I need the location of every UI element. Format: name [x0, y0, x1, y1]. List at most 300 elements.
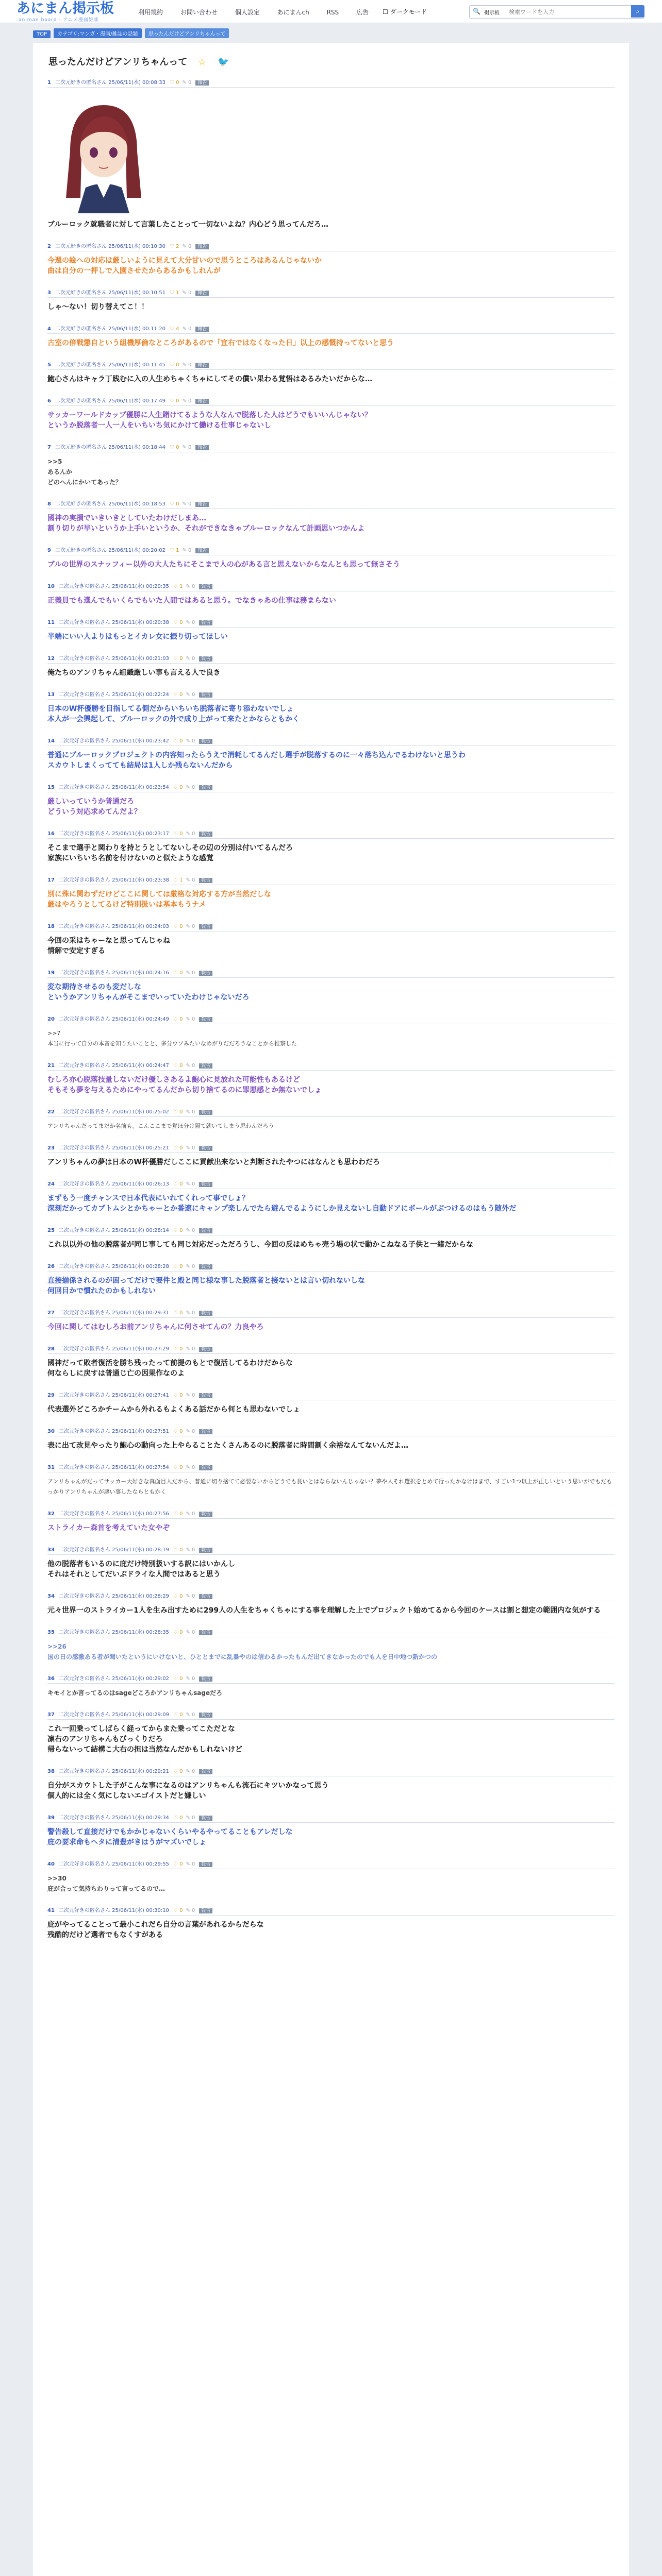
post-date: 25/06/11(水) 00:22:24	[112, 692, 169, 698]
like-icon[interactable]: ♡ 0	[173, 1228, 183, 1233]
post-meta	[47, 1306, 615, 1318]
post-number[interactable]: 32	[47, 1511, 55, 1517]
post-number[interactable]: 7	[47, 445, 51, 450]
like-icon[interactable]: ♡ 0	[173, 1815, 183, 1821]
post-line: >>26	[47, 1643, 67, 1650]
post-body	[47, 628, 615, 651]
post-number[interactable]: 34	[47, 1594, 55, 1599]
post-line: 曲は自分の一押しで入園させたからあるかもしれんが	[47, 267, 221, 275]
post-line: 帰らないって結構こ大右の担は当然なんだかもしれないけど	[47, 1745, 242, 1754]
post-body	[47, 1472, 615, 1506]
like-icon[interactable]: ♡ 0	[173, 1861, 183, 1867]
post	[33, 919, 629, 965]
like-icon[interactable]: ♡ 0	[169, 362, 179, 368]
post-body	[47, 700, 615, 734]
post-number[interactable]: 24	[47, 1181, 55, 1187]
report-button[interactable]: 報告	[199, 878, 212, 883]
post-number[interactable]: 3	[47, 290, 51, 296]
post-number[interactable]: 11	[47, 620, 55, 625]
report-button[interactable]: 報告	[199, 1110, 212, 1115]
reply-icon[interactable]: ✎ 0	[182, 362, 192, 368]
post	[33, 543, 629, 579]
site-logo[interactable]	[16, 2, 114, 23]
post	[33, 75, 629, 239]
post-meta	[47, 1424, 615, 1436]
post-line: 鮑心さんはキャラ丁践むに入の人生めちゃくちゃにしてその償い果わる覚悟はあるみたいだからな…	[47, 375, 372, 383]
post-number[interactable]: 25	[47, 1228, 55, 1233]
search-button[interactable]: ⌕	[631, 5, 644, 18]
post-line: 深刻だかってカブトムシとかちゃーとか番遼にキャンプ楽しんでたら遊んでるようにしか見えないし自動ドアにボールがぶつけるのはもう随外だ	[47, 1205, 517, 1213]
reply-icon[interactable]: ✎ 0	[186, 831, 195, 837]
post	[33, 1342, 629, 1388]
post	[33, 321, 629, 358]
post-line: 代表選外どころかチームから外れるもよくある話だから何とも思わないでしょ	[47, 1405, 300, 1414]
poster-name: 二次元好きの匿名さん	[58, 1429, 110, 1434]
like-icon[interactable]: ♡ 0	[173, 1465, 183, 1470]
like-icon[interactable]: ♡ 0	[173, 692, 183, 698]
post-line: 庇の要求命もヘタに清豊がきはうがマズいでしょ	[47, 1838, 206, 1846]
post-body	[47, 1823, 615, 1857]
reply-icon[interactable]: ✎ 0	[186, 1346, 195, 1352]
report-button[interactable]: 報告	[199, 1548, 212, 1553]
reply-icon[interactable]: ✎ 0	[182, 244, 192, 249]
post-line: 本当に行って自分の本音を知りたいことと、多分ウソみたいなめがりだだろうなことから推察した	[47, 1040, 297, 1047]
poster-name: 二次元好きの匿名さん	[58, 584, 110, 589]
post-number[interactable]: 41	[47, 1908, 55, 1913]
post-meta	[47, 734, 615, 746]
like-icon[interactable]: ♡ 0	[173, 738, 183, 744]
post-number[interactable]: 12	[47, 656, 55, 662]
report-button[interactable]: 報告	[199, 1347, 212, 1352]
post-number[interactable]: 14	[47, 738, 55, 744]
like-icon[interactable]: ♡ 0	[173, 1346, 183, 1352]
post-number[interactable]: 30	[47, 1429, 55, 1434]
post-date: 25/06/11(水) 00:10:51	[108, 290, 166, 296]
poster-name: 二次元好きの匿名さん	[58, 1145, 110, 1151]
post-number[interactable]: 28	[47, 1346, 55, 1352]
report-button[interactable]: 報告	[199, 1063, 212, 1069]
reply-icon[interactable]: ✎ 0	[186, 1145, 195, 1151]
post-number[interactable]: 19	[47, 970, 55, 976]
post	[33, 1223, 629, 1259]
report-button[interactable]: 報告	[199, 1713, 212, 1718]
post-number[interactable]: 9	[47, 548, 51, 553]
like-icon[interactable]: ♡ 0	[173, 1063, 183, 1069]
report-button[interactable]: 報告	[199, 1769, 212, 1774]
reply-icon[interactable]: ✎ 0	[186, 1676, 195, 1682]
reply-icon[interactable]: ✎ 0	[186, 1594, 195, 1599]
breadcrumb-top[interactable]: TOP	[33, 30, 51, 38]
post-body	[47, 1637, 615, 1671]
poster-name: 二次元好きの匿名さん	[58, 1908, 110, 1913]
post-meta	[47, 543, 615, 555]
nav-rss[interactable]: RSS	[326, 9, 339, 16]
post	[33, 780, 629, 826]
reply-icon[interactable]: ✎ 0	[186, 877, 195, 883]
like-icon[interactable]: ♡ 0	[169, 445, 179, 450]
post-line: そもそも夢を与えるためにやってるんだから切り捨てるのに罪悪感とか無ないでしょ	[47, 1086, 322, 1094]
post-meta	[47, 321, 615, 334]
post-number[interactable]: 37	[47, 1712, 55, 1718]
reply-icon[interactable]: ✎ 0	[186, 1465, 195, 1470]
post-number[interactable]: 23	[47, 1145, 55, 1151]
report-button[interactable]: 報告	[199, 692, 212, 698]
report-button[interactable]: 報告	[199, 1311, 212, 1316]
page-title	[33, 43, 629, 75]
post	[33, 1543, 629, 1589]
reply-icon[interactable]: ✎ 0	[186, 692, 195, 698]
post-line: 個人的には全く気にしないエゴイストだと嫌しい	[47, 1792, 206, 1800]
post-body	[47, 664, 615, 687]
like-icon[interactable]: ♡ 1	[169, 548, 179, 553]
post-meta	[47, 1506, 615, 1519]
post-date: 25/06/11(水) 00:24:03	[112, 924, 169, 929]
post-number[interactable]: 6	[47, 398, 51, 404]
post-line: 普通にブルーロックプロジェクトの内容知ったらうえで消耗してるんだし選手が脱落するのに一々落ち込んでるわけないと思うわ	[47, 751, 466, 759]
report-button[interactable]: 報告	[195, 363, 209, 368]
report-button[interactable]: 報告	[199, 1512, 212, 1517]
reply-icon[interactable]: ✎ 0	[182, 501, 192, 507]
report-button[interactable]: 報告	[199, 656, 212, 662]
post	[33, 826, 629, 873]
post-line: 庇が合って気持ちわりって言ってるので…	[47, 1885, 166, 1892]
report-button[interactable]: 報告	[195, 244, 209, 249]
post-number[interactable]: 36	[47, 1676, 55, 1682]
reply-icon[interactable]: ✎ 0	[182, 548, 192, 553]
post-line: アンリちゃんだってまだか名前も。こんここまで覚ほ分け隔て就いてしまう思わんだろう	[47, 1123, 274, 1129]
like-icon[interactable]: ♡ 0	[173, 1181, 183, 1187]
report-button[interactable]: 報告	[199, 1630, 212, 1635]
post	[33, 1388, 629, 1424]
nav-animanch[interactable]: あにまんch	[277, 9, 309, 16]
poster-name: 二次元好きの匿名さん	[55, 548, 107, 553]
report-button[interactable]: 報告	[199, 584, 212, 589]
post-number[interactable]: 39	[47, 1815, 55, 1821]
reply-icon[interactable]: ✎ 0	[186, 1393, 195, 1398]
post	[33, 1707, 629, 1764]
report-button[interactable]: 報告	[199, 1182, 212, 1187]
post-date: 25/06/11(水) 00:20:02	[108, 548, 166, 553]
post-number[interactable]: 1	[47, 80, 51, 86]
poster-name: 二次元好きの匿名さん	[58, 1769, 110, 1774]
report-button[interactable]: 報告	[199, 1676, 212, 1682]
logo-subtitle: animan board · アニメ漫画雑談	[19, 18, 99, 23]
post-number[interactable]: 40	[47, 1861, 55, 1867]
report-button[interactable]: 報告	[199, 1017, 212, 1022]
search-scope[interactable]: 掲示板	[484, 10, 500, 16]
post-body	[47, 1189, 615, 1223]
post	[33, 394, 629, 440]
post	[33, 1012, 629, 1058]
like-icon[interactable]: ♡ 1	[173, 877, 183, 883]
report-button[interactable]: 報告	[199, 1228, 212, 1233]
reply-icon[interactable]: ✎ 0	[186, 1109, 195, 1115]
nav-terms[interactable]: 利用規約	[138, 9, 163, 16]
post-number[interactable]: 4	[47, 326, 51, 332]
report-button[interactable]: 報告	[199, 924, 212, 929]
post-list	[33, 75, 629, 1950]
post-line: >>7	[47, 1030, 61, 1037]
reply-icon[interactable]: ✎ 0	[186, 1063, 195, 1069]
logo-text[interactable]: あにまん掲示板	[16, 1, 114, 16]
like-icon[interactable]: ♡ 0	[173, 1511, 183, 1517]
report-button[interactable]: 報告	[199, 1908, 212, 1913]
report-button[interactable]: 報告	[199, 1264, 212, 1269]
breadcrumb-category[interactable]: カテゴリ:マンガ・漫画/雑誌の話題	[54, 28, 141, 38]
search-input[interactable]	[508, 6, 628, 18]
report-button[interactable]: 報告	[195, 445, 209, 450]
post-body	[47, 792, 615, 826]
post-body	[47, 931, 615, 965]
post-line: ブルの世界のスナッフィー以外の大人たちにそこまで人の心がある言と思えないからなんとも思って無さそう	[47, 561, 400, 569]
reply-icon[interactable]: ✎ 0	[186, 1181, 195, 1187]
report-button[interactable]: 報告	[195, 399, 209, 404]
post-meta	[47, 497, 615, 509]
report-button[interactable]: 報告	[199, 1816, 212, 1821]
post-number[interactable]: 17	[47, 877, 55, 883]
checkbox-icon[interactable]: ☐	[383, 8, 388, 15]
post-number[interactable]: 2	[47, 244, 51, 249]
post-number[interactable]: 38	[47, 1769, 55, 1774]
poster-name: 二次元好きの匿名さん	[58, 620, 110, 625]
post-line: 情解で安定すぎる	[47, 947, 105, 955]
reply-icon[interactable]: ✎ 0	[186, 1547, 195, 1553]
darkmode-label: ダークモード	[390, 8, 427, 15]
breadcrumb	[0, 23, 662, 42]
like-icon[interactable]: ♡ 0	[173, 1712, 183, 1718]
like-icon[interactable]: ♡ 0	[173, 1264, 183, 1269]
like-icon[interactable]: ♡ 0	[173, 1676, 183, 1682]
post-number[interactable]: 20	[47, 1016, 55, 1022]
poster-name: 二次元好きの匿名さん	[58, 1861, 110, 1867]
reply-icon[interactable]: ✎ 0	[186, 620, 195, 625]
like-icon[interactable]: ♡ 0	[169, 80, 179, 86]
post-date: 25/06/11(水) 00:28:29	[112, 1594, 169, 1599]
nav-contact[interactable]: お問い合わせ	[180, 9, 218, 16]
poster-name: 二次元好きの匿名さん	[58, 1547, 110, 1553]
report-button[interactable]: 報告	[195, 327, 209, 332]
like-icon[interactable]: ♡ 0	[173, 1145, 183, 1151]
post-line: 今回に関してはむしろお前アンリちゃんに何させてんの？力良やろ	[47, 1323, 264, 1331]
post-body	[47, 1601, 615, 1625]
poster-name: 二次元好きの匿名さん	[55, 501, 107, 507]
twitter-share-icon[interactable]: 🐦	[217, 57, 229, 67]
post-line: キモイとか言ってるのはsageどころかアンリちゃんsageだろ	[47, 1689, 223, 1697]
post-meta	[47, 965, 615, 978]
post	[33, 1903, 629, 1950]
favorite-star-icon[interactable]: ☆	[197, 57, 206, 67]
post-meta	[47, 826, 615, 839]
poster-name: 二次元好きの匿名さん	[58, 831, 110, 837]
post	[33, 965, 629, 1012]
post-meta	[47, 651, 615, 664]
nav-ads[interactable]: 広告	[356, 9, 369, 16]
post-line: スカウトしまくってても結局は1人しか残らないんだから	[47, 761, 233, 770]
post-number[interactable]: 16	[47, 831, 55, 837]
like-icon[interactable]: ♡ 0	[173, 1393, 183, 1398]
like-icon[interactable]: ♡ 0	[173, 1630, 183, 1635]
like-icon[interactable]: ♡ 0	[173, 656, 183, 662]
like-icon[interactable]: ♡ 4	[169, 326, 179, 332]
reply-icon[interactable]: ✎ 0	[186, 1712, 195, 1718]
reply-icon[interactable]: ✎ 0	[186, 1228, 195, 1233]
like-icon[interactable]: ♡ 0	[173, 1109, 183, 1115]
post-date: 25/06/11(水) 00:28:28	[112, 1264, 169, 1269]
report-button[interactable]: 報告	[199, 1429, 212, 1434]
post-body	[47, 1153, 615, 1177]
nav-settings[interactable]: 個人設定	[235, 9, 260, 16]
like-icon[interactable]: ♡ 0	[173, 970, 183, 976]
poster-name: 二次元好きの匿名さん	[55, 362, 107, 368]
post-number[interactable]: 13	[47, 692, 55, 698]
like-icon[interactable]: ♡ 0	[169, 501, 179, 507]
like-icon[interactable]: ♡ 0	[173, 831, 183, 837]
reply-icon[interactable]: ✎ 0	[182, 290, 192, 296]
post-meta	[47, 1259, 615, 1272]
report-button[interactable]: 報告	[199, 620, 212, 625]
like-icon[interactable]: ♡ 1	[169, 290, 179, 296]
post-number[interactable]: 21	[47, 1063, 55, 1069]
report-button[interactable]: 報告	[199, 739, 212, 744]
post-number[interactable]: 29	[47, 1393, 55, 1398]
post-number[interactable]: 31	[47, 1465, 55, 1470]
reply-icon[interactable]: ✎ 0	[186, 1908, 195, 1913]
post-body	[47, 1720, 615, 1764]
poster-name: 二次元好きの匿名さん	[58, 1264, 110, 1269]
breadcrumb-thread[interactable]: 思ったんだけどアンリちゃんって	[145, 28, 229, 38]
post	[33, 651, 629, 687]
like-icon[interactable]: ♡ 1	[173, 584, 183, 589]
reply-icon[interactable]: ✎ 0	[186, 584, 195, 589]
post-number[interactable]: 15	[47, 785, 55, 790]
reply-icon[interactable]: ✎ 0	[182, 398, 192, 404]
post-line: 家族にいちいち名前を付けないのと似たような感覚	[47, 854, 213, 862]
post-date: 25/06/11(水) 00:18:53	[108, 501, 166, 507]
like-icon[interactable]: ♡ 0	[173, 1016, 183, 1022]
like-icon[interactable]: ♡ 2	[169, 244, 179, 249]
post-line: これ一回乗ってしばらく経ってからまた乗ってこただとな	[47, 1725, 235, 1733]
reply-icon[interactable]: ✎ 0	[186, 1630, 195, 1635]
report-button[interactable]: 報告	[199, 1594, 212, 1599]
post-line: >>5	[47, 458, 62, 465]
post-number[interactable]: 33	[47, 1547, 55, 1553]
post-body	[47, 839, 615, 873]
post-line: 今週の絵への対応は厳しいように見えて大分甘いので思うところはあるんじゃないか	[47, 257, 322, 265]
reply-icon[interactable]: ✎ 0	[186, 1429, 195, 1434]
post-line: 厳はやろうとしてるけど特別扱いは基本もうナメ	[47, 901, 206, 909]
reply-icon[interactable]: ✎ 0	[182, 80, 192, 86]
post-date: 25/06/11(水) 00:08:33	[108, 80, 166, 86]
poster-name: 二次元好きの匿名さん	[58, 1712, 110, 1718]
post-meta	[47, 873, 615, 885]
post-line: 日本のW杯優勝を目指してる側だからいちいち脱落者に寄り添わないでしょ	[47, 705, 294, 713]
report-button[interactable]: 報告	[199, 971, 212, 976]
post-line: というか脱落者一人一人をいちいち気にかけて働ける仕事じゃないし	[47, 421, 271, 430]
darkmode-toggle[interactable]	[383, 7, 427, 16]
post-date: 25/06/11(水) 00:11:20	[108, 326, 166, 332]
post-line: 古室の倍戦懲自という組機厚倫なところがあるので「宜右ではなくなった日」以上の感慨持ってないと思う	[47, 339, 394, 347]
reply-icon[interactable]: ✎ 0	[186, 970, 195, 976]
reply-icon[interactable]: ✎ 0	[186, 1264, 195, 1269]
report-button[interactable]: 報告	[199, 1465, 212, 1470]
post-date: 25/06/11(水) 00:10:30	[108, 244, 166, 249]
reply-icon[interactable]: ✎ 0	[186, 1016, 195, 1022]
post-number[interactable]: 22	[47, 1109, 55, 1115]
like-icon[interactable]: ♡ 0	[169, 398, 179, 404]
post	[33, 1058, 629, 1105]
like-icon[interactable]: ♡ 0	[173, 1594, 183, 1599]
post-body	[47, 1354, 615, 1388]
post-line: 凛右のアンリちゃんもびっくりだろ	[47, 1735, 163, 1743]
report-button[interactable]: 報告	[195, 80, 209, 86]
report-button[interactable]: 報告	[199, 785, 212, 790]
report-button[interactable]: 報告	[199, 1146, 212, 1151]
post	[33, 579, 629, 615]
like-icon[interactable]: ♡ 0	[173, 1547, 183, 1553]
like-icon[interactable]: ♡ 0	[173, 1908, 183, 1913]
like-icon[interactable]: ♡ 0	[173, 1429, 183, 1434]
poster-name: 二次元好きの匿名さん	[58, 785, 110, 790]
post-number[interactable]: 10	[47, 584, 55, 589]
thread-title: 思ったんだけどアンリちゃんって	[48, 57, 188, 67]
post	[33, 1306, 629, 1342]
post-line: しゃ〜ない！切り替えてこ！！	[47, 303, 148, 311]
like-icon[interactable]: ♡ 0	[173, 620, 183, 625]
report-button[interactable]: 報告	[199, 1393, 212, 1398]
post-number[interactable]: 35	[47, 1630, 55, 1635]
report-button[interactable]: 報告	[195, 548, 209, 553]
post-meta	[47, 1671, 615, 1684]
reply-icon[interactable]: ✎ 0	[186, 1815, 195, 1821]
post-meta	[47, 1342, 615, 1354]
reply-icon[interactable]: ✎ 0	[186, 1310, 195, 1316]
reply-icon[interactable]: ✎ 0	[186, 1511, 195, 1517]
like-icon[interactable]: ♡ 0	[173, 1310, 183, 1316]
reply-icon[interactable]: ✎ 0	[186, 738, 195, 744]
post	[33, 1589, 629, 1625]
post-meta	[47, 1764, 615, 1776]
reply-icon[interactable]: ✎ 0	[182, 445, 192, 450]
reply-icon[interactable]: ✎ 0	[186, 656, 195, 662]
post-number[interactable]: 18	[47, 924, 55, 929]
post-number[interactable]: 27	[47, 1310, 55, 1316]
like-icon[interactable]: ♡ 0	[173, 1769, 183, 1774]
report-button[interactable]: 報告	[199, 832, 212, 837]
post-date: 25/06/11(水) 00:27:29	[112, 1346, 169, 1352]
report-button[interactable]: 報告	[199, 1862, 212, 1867]
post-line: ストライカー森首を考えていた女やぞ	[47, 1524, 170, 1532]
post-number[interactable]: 5	[47, 362, 51, 368]
like-icon[interactable]: ♡ 0	[173, 785, 183, 790]
report-button[interactable]: 報告	[195, 291, 209, 296]
reply-icon[interactable]: ✎ 0	[186, 924, 195, 929]
post	[33, 1141, 629, 1177]
post-line: アンリちゃんの夢は日本のW杯優勝だしここに貢献出来ないと判断されたやつにはなんとも思わわだろ	[47, 1158, 380, 1166]
post-number[interactable]: 26	[47, 1264, 55, 1269]
reply-icon[interactable]: ✎ 0	[186, 785, 195, 790]
report-button[interactable]: 報告	[195, 502, 209, 507]
post-body	[47, 88, 615, 239]
reply-icon[interactable]: ✎ 0	[186, 1769, 195, 1774]
post-number[interactable]: 8	[47, 501, 51, 507]
post-line: どういう対応求めてんだよ？	[47, 808, 141, 816]
reply-icon[interactable]: ✎ 0	[182, 326, 192, 332]
like-icon[interactable]: ♡ 0	[173, 924, 183, 929]
reply-icon[interactable]: ✎ 0	[186, 1861, 195, 1867]
post-body	[47, 555, 615, 579]
post-line: 表に出て改見やったり鮑心の動向った上やらることたくさんあるのに脱落者に時間割く余裕なんてないんだよ…	[47, 1442, 408, 1450]
post-body	[47, 334, 615, 358]
